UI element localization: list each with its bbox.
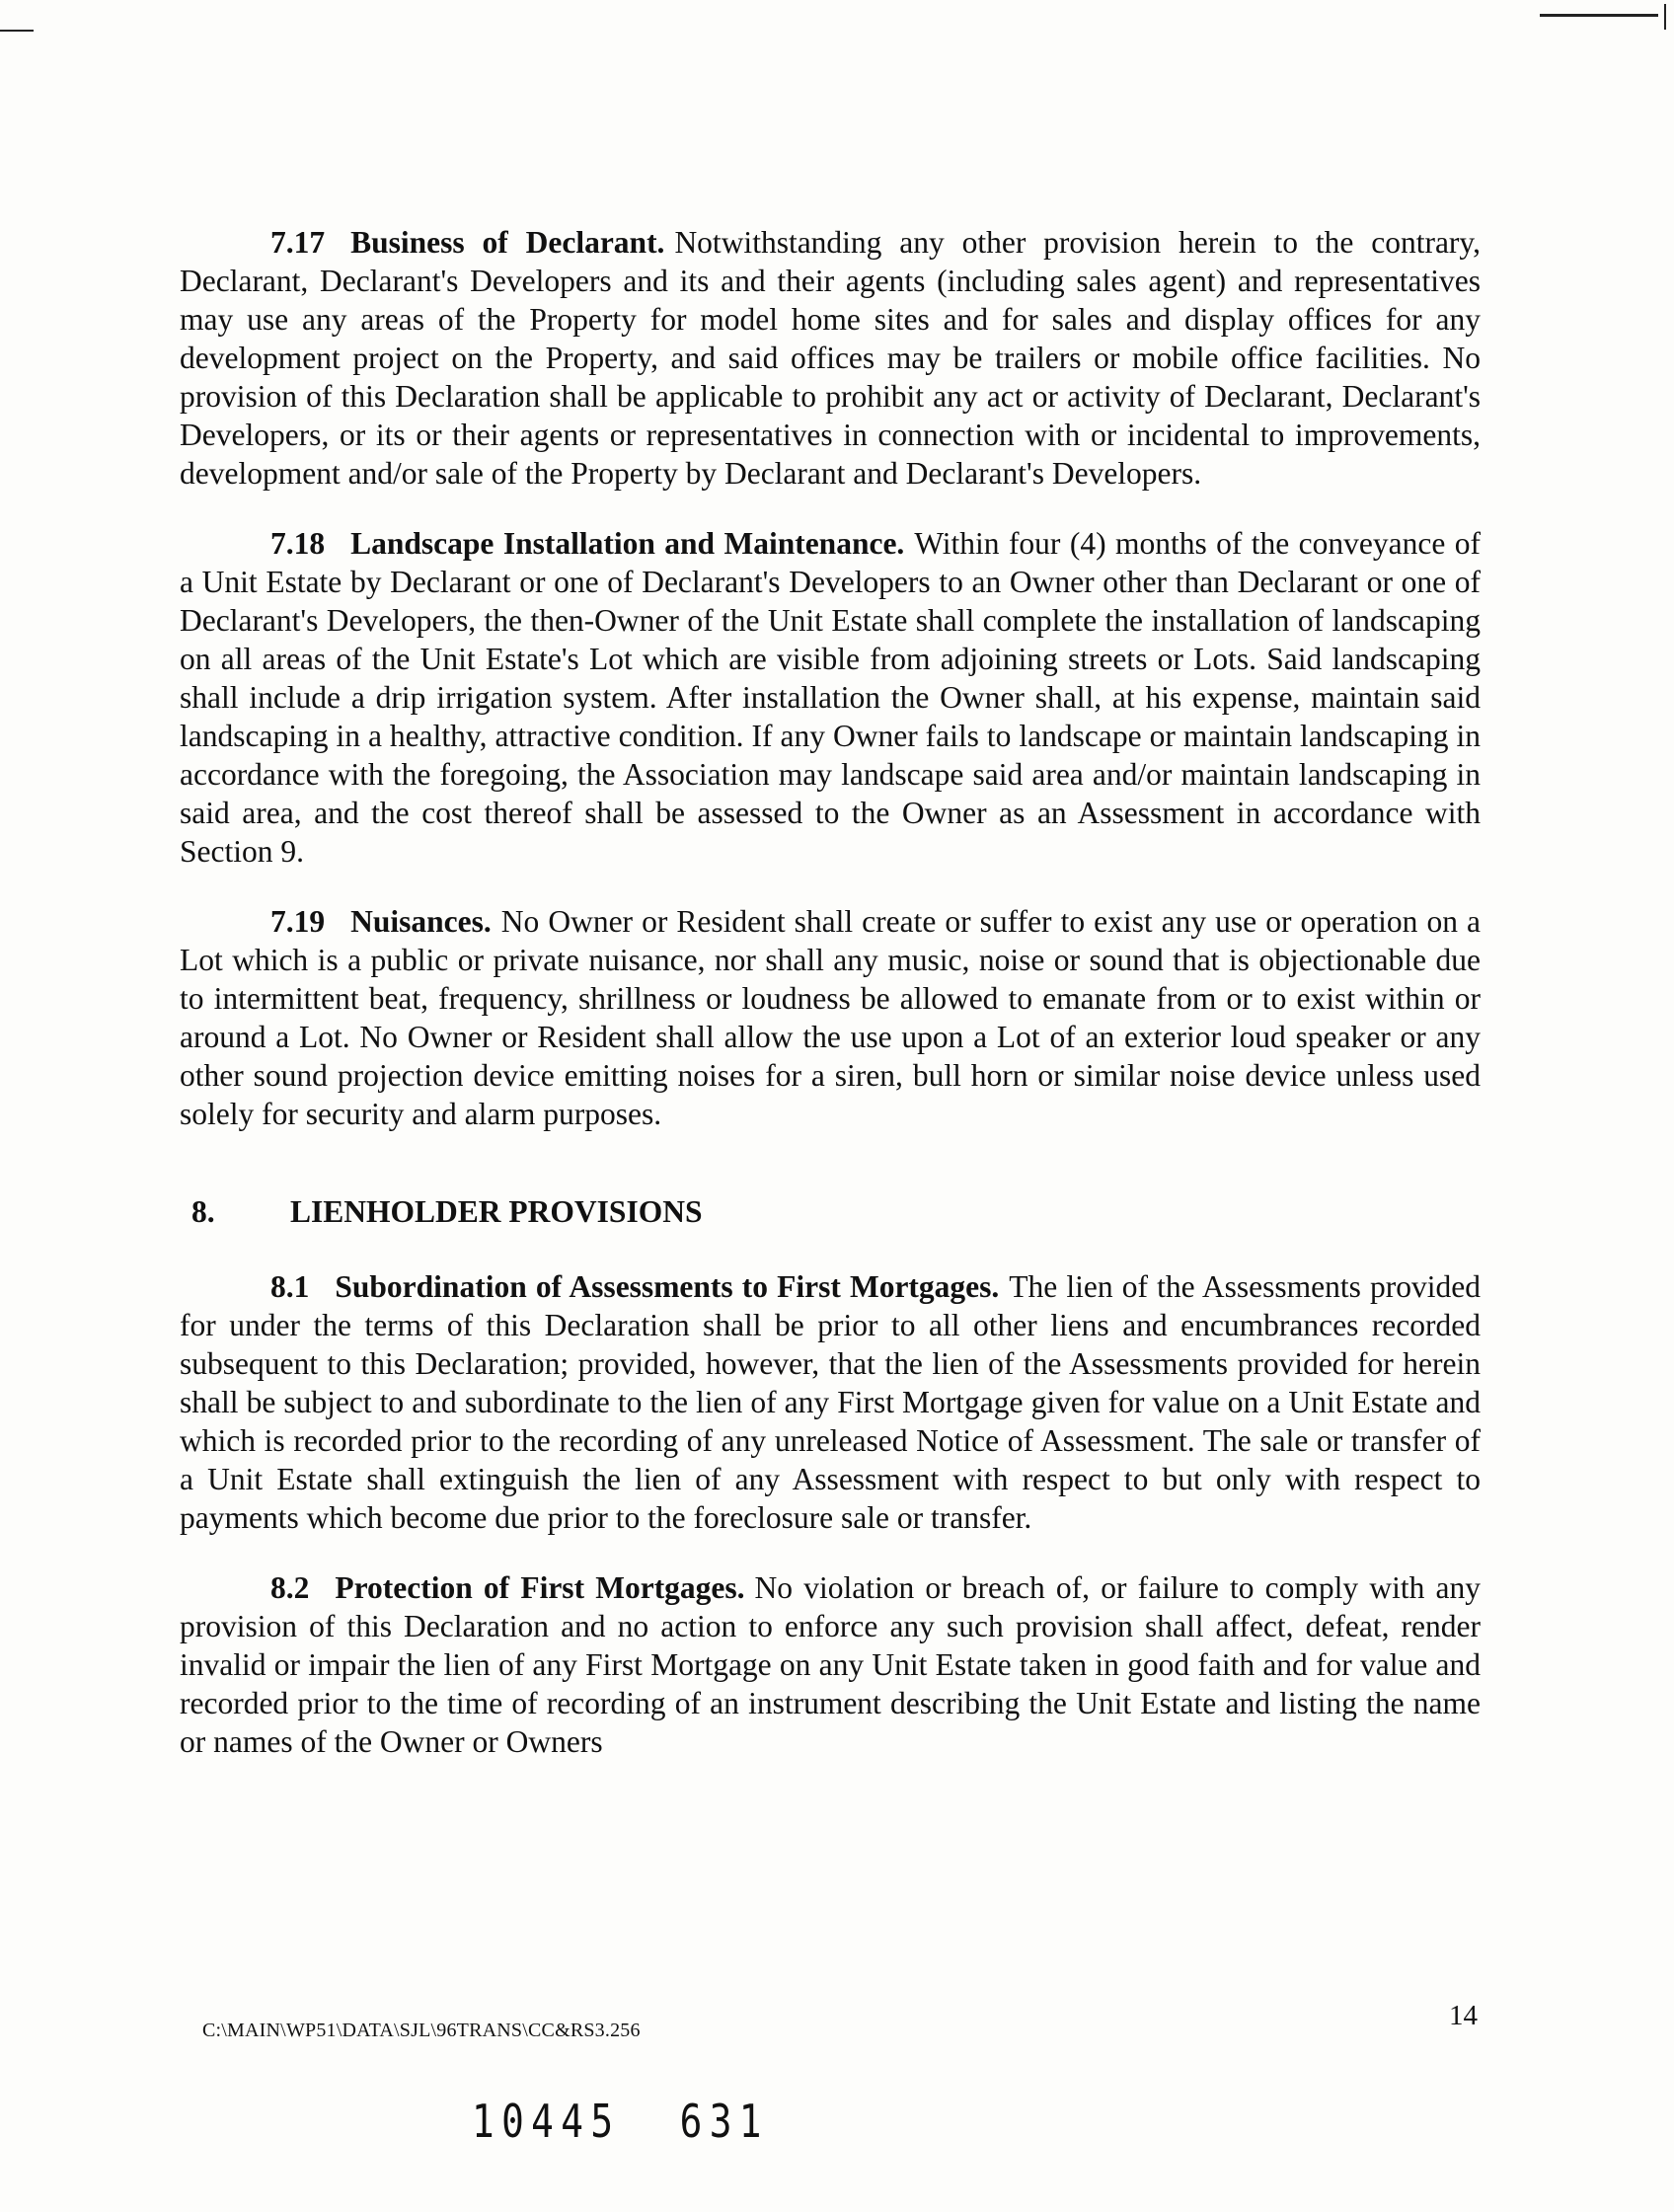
scan-edge-mark-right [1540, 14, 1658, 17]
section-7-19 [180, 902, 1481, 1133]
recording-number: 10445 631 [472, 2095, 769, 2148]
section-number: 7.18 [270, 526, 326, 561]
scan-edge-tick-right [1664, 4, 1666, 30]
section-number: 7.19 [270, 904, 326, 939]
section-title: Business of Declarant. [350, 225, 665, 260]
section-text: The lien of the Assessments provided for under the terms of this Declaration shall be prior to all other liens and encumbrances recorded subsequent to this Declaration; provided, however, that the lien of the Assessments provided for herein shall be subject to and subordinate to the lien of any First Mortgage given for value on a Unit Estate and which is recorded prior to the recording of any unreleased Notice of Assessment. The sale or transfer of a Unit Estate shall extinguish the lien of any Assessment with respect to but only with respect to payments which become due prior to the foreclosure sale or transfer. [180, 1269, 1482, 1535]
section-number: 7.17 [270, 225, 326, 260]
section-text: No Owner or Resident shall create or suffer to exist any use or operation on a Lot which is a public or private nuisance, nor shall any music, noise or sound that is objectionable due to intermittent beat, frequency, shrillness or loudness be allowed to emanate from or to exist within or around a Lot. No Owner or Resident shall allow the use upon a Lot of an exterior loud speaker or any other sound projection device emitting noises for a siren, bull horn or similar noise device unless used solely for security and alarm purposes. [180, 904, 1481, 1131]
section-8-2 [180, 1568, 1481, 1761]
section-8-1 [180, 1267, 1481, 1537]
section-number: 8.2 [270, 1570, 310, 1605]
section-8-heading [191, 1194, 1481, 1230]
section-7-17 [180, 223, 1481, 493]
section-text: No violation or breach of, or failure to comply with any provision of this Declaration and no action to enforce any such provision shall affect, defeat, render invalid or impair the lien of any First Mortgage on any Unit Estate taken in good faith and for value and recorded prior to the time of recording of an instrument describing the Unit Estate and listing the name or names of the Owner or Owners [180, 1570, 1481, 1759]
heading-title: LIENHOLDER PROVISIONS [290, 1194, 703, 1229]
heading-number: 8. [191, 1194, 215, 1229]
section-title: Nuisances. [350, 904, 492, 939]
document-body [180, 223, 1481, 1792]
section-7-18 [180, 524, 1481, 871]
section-title: Landscape Installation and Maintenance. [350, 526, 905, 561]
section-title: Subordination of Assessments to First Mortgages. [335, 1269, 1000, 1304]
page-number: 14 [1449, 2000, 1478, 2031]
section-text: Notwithstanding any other provision herein to the contrary, Declarant, Declarant's Developers and its and their agents (including sales agent) and representatives may use any areas of the Property for model home sites and for sales and display offices for any development project on the Property, and said offices may be trailers or mobile office facilities. No provision of this Declaration shall be applicable to prohibit any act or activity of Declarant, Declarant's Developers, or its or their agents or representatives in connection with or incidental to improvements, development and/or sale of the Property by Declarant and Declarant's Developers. [180, 225, 1481, 491]
section-text: Within four (4) months of the conveyance of a Unit Estate by Declarant or one of Declarant's Developers to an Owner other than Declarant or one of Declarant's Developers, the then-Owner of the Unit Estate shall complete the installation of landscaping on all areas of the Unit Estate's Lot which are visible from adjoining streets or Lots. Said landscaping shall include a drip irrigation system. After installation the Owner shall, at his expense, maintain said landscaping in a healthy, attractive condition. If any Owner fails to landscape or maintain landscaping in accordance with the foregoing, the Association may landscape said area and/or maintain landscaping in said area, and the cost thereof shall be assessed to the Owner as an Assessment in accordance with Section 9. [180, 526, 1481, 869]
scan-edge-mark-left [0, 30, 34, 32]
section-title: Protection of First Mortgages. [335, 1570, 745, 1605]
section-number: 8.1 [270, 1269, 310, 1304]
file-path: C:\MAIN\WP51\DATA\SJL\96TRANS\CC&RS3.256 [202, 2020, 641, 2041]
